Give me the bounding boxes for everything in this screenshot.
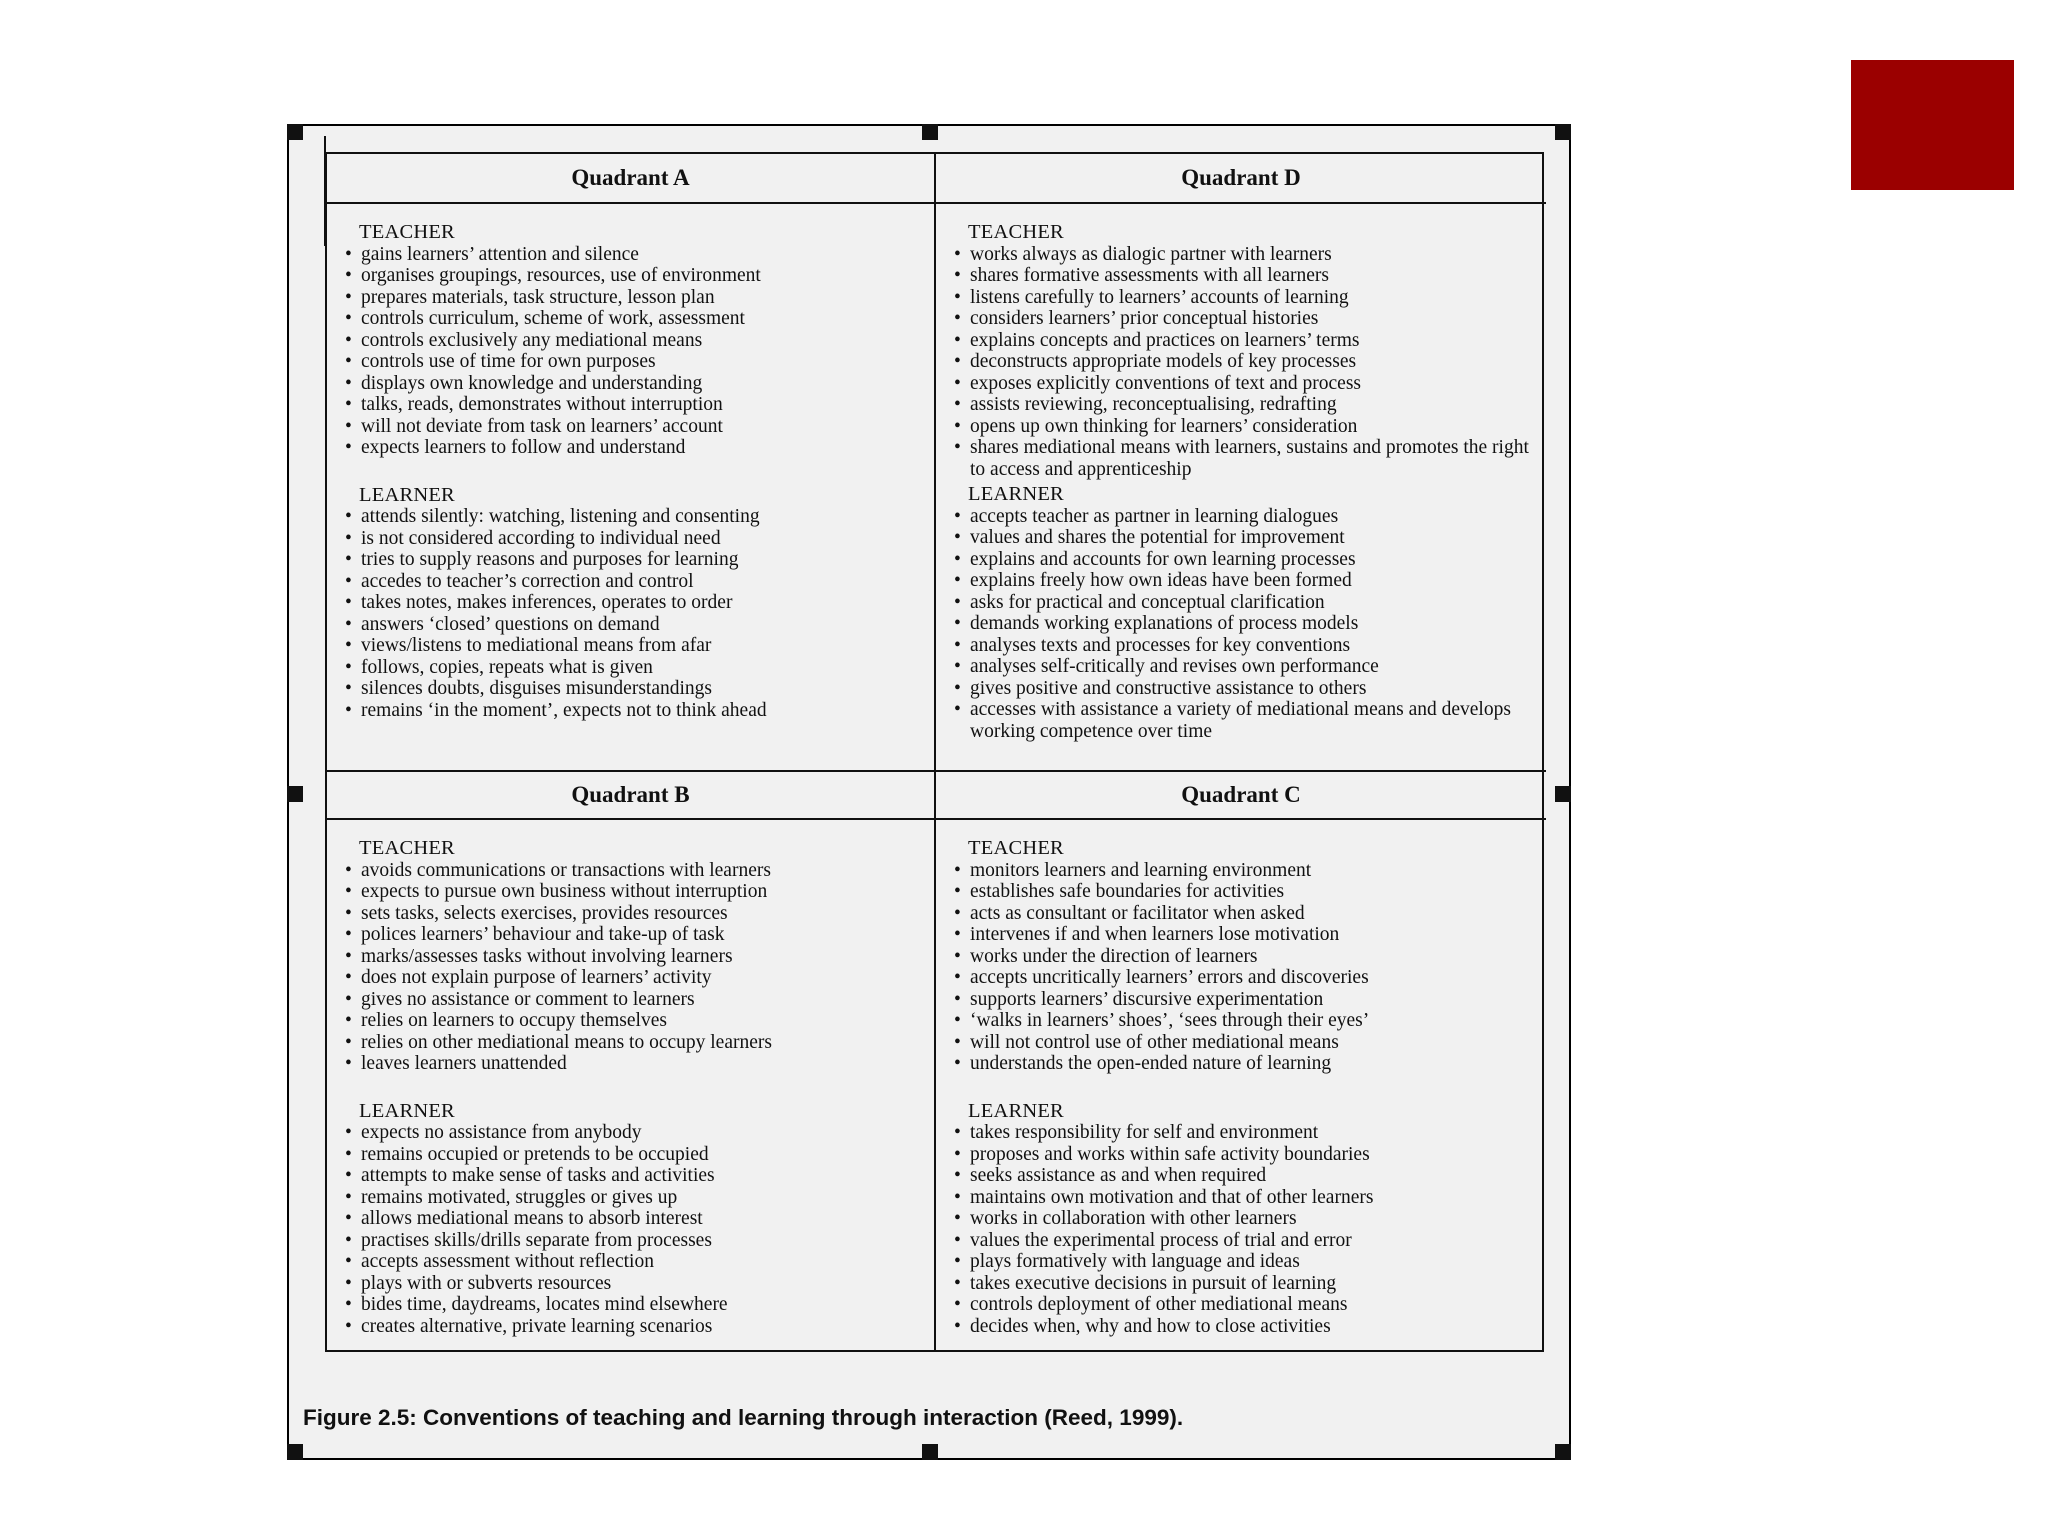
list-item: • expects to pursue own business without interruption — [345, 881, 920, 903]
list-item: • remains occupied or pretends to be occupied — [345, 1144, 920, 1166]
list-item: • maintains own motivation and that of other learners — [954, 1187, 1532, 1209]
list-item: • talks, reads, demonstrates without interruption — [345, 394, 920, 416]
list-item: • relies on learners to occupy themselves — [345, 1010, 920, 1032]
list-item: • works in collaboration with other learners — [954, 1208, 1532, 1230]
quadrant-b-title: Quadrant B — [327, 770, 936, 820]
list-item: • is not considered according to individual need — [345, 528, 920, 550]
quadrant-table — [325, 152, 1544, 1352]
list-item: • intervenes if and when learners lose motivation — [954, 924, 1532, 946]
learner-heading: LEARNER — [359, 1099, 455, 1122]
list-item: • decides when, why and how to close activities — [954, 1316, 1532, 1338]
accent-block — [1851, 60, 2014, 190]
quadrant-c-body — [936, 820, 1546, 1352]
quadrant-b-body — [327, 820, 936, 1352]
list-item: • practises skills/drills separate from processes — [345, 1230, 920, 1252]
list-item: • demands working explanations of process models — [954, 613, 1532, 635]
learner-list — [954, 506, 1532, 743]
list-item: • gains learners’ attention and silence — [345, 244, 920, 266]
list-item: • explains and accounts for own learning processes — [954, 549, 1532, 571]
list-item: • avoids communications or transactions with learners — [345, 860, 920, 882]
teacher-heading: TEACHER — [968, 221, 1064, 243]
resize-handle-middle-left[interactable] — [287, 786, 303, 802]
list-item: • seeks assistance as and when required — [954, 1165, 1532, 1187]
list-item: • analyses texts and processes for key conventions — [954, 635, 1532, 657]
list-item: • relies on other mediational means to occupy learners — [345, 1032, 920, 1054]
list-item: • allows mediational means to absorb interest — [345, 1208, 920, 1230]
list-item: • supports learners’ discursive experimentation — [954, 989, 1532, 1011]
learner-heading: LEARNER — [359, 483, 455, 506]
teacher-list — [345, 860, 920, 1075]
list-item: • ‘walks in learners’ shoes’, ‘sees through their eyes’ — [954, 1010, 1532, 1032]
list-item: • will not control use of other mediational means — [954, 1032, 1532, 1054]
list-item: • controls exclusively any mediational means — [345, 330, 920, 352]
quadrant-a-title: Quadrant A — [327, 154, 936, 204]
list-item: • controls deployment of other mediational means — [954, 1294, 1532, 1316]
resize-handle-middle-right[interactable] — [1555, 786, 1571, 802]
list-item: • controls curriculum, scheme of work, assessment — [345, 308, 920, 330]
list-item: • plays with or subverts resources — [345, 1273, 920, 1295]
figure-caption: Figure 2.5: Conventions of teaching and learning through interaction (Reed, 1999). — [303, 1405, 1184, 1430]
quadrant-a-body — [327, 204, 936, 770]
list-item: • establishes safe boundaries for activities — [954, 881, 1532, 903]
learner-list — [345, 1122, 920, 1337]
teacher-list — [345, 244, 920, 459]
teacher-heading: TEACHER — [359, 837, 455, 859]
learner-list — [345, 506, 920, 721]
list-item: • asks for practical and conceptual clarification — [954, 592, 1532, 614]
quadrant-c-title: Quadrant C — [936, 770, 1546, 820]
list-item: • creates alternative, private learning scenarios — [345, 1316, 920, 1338]
learner-list — [954, 1122, 1532, 1337]
list-item: • accepts assessment without reflection — [345, 1251, 920, 1273]
list-item: • accesses with assistance a variety of mediational means and develops working competence over time — [954, 699, 1532, 742]
list-item: • polices learners’ behaviour and take-up of task — [345, 924, 920, 946]
list-item: • understands the open-ended nature of learning — [954, 1053, 1532, 1075]
list-item: • shares mediational means with learners, sustains and promotes the right to access and apprenticeship — [954, 437, 1532, 480]
list-item: • prepares materials, task structure, lesson plan — [345, 287, 920, 309]
list-item: • remains motivated, struggles or gives up — [345, 1187, 920, 1209]
list-item: • shares formative assessments with all learners — [954, 265, 1532, 287]
list-item: • attempts to make sense of tasks and activities — [345, 1165, 920, 1187]
learner-heading: LEARNER — [968, 483, 1064, 505]
resize-handle-bottom-center[interactable] — [922, 1444, 938, 1460]
list-item: • monitors learners and learning environment — [954, 860, 1532, 882]
list-item: • expects no assistance from anybody — [345, 1122, 920, 1144]
list-item: • explains concepts and practices on learners’ terms — [954, 330, 1532, 352]
list-item: • leaves learners unattended — [345, 1053, 920, 1075]
list-item: • plays formatively with language and ideas — [954, 1251, 1532, 1273]
list-item: • considers learners’ prior conceptual histories — [954, 308, 1532, 330]
list-item: • expects learners to follow and understand — [345, 437, 920, 459]
list-item: • opens up own thinking for learners’ consideration — [954, 416, 1532, 438]
teacher-list — [954, 244, 1532, 481]
list-item: • exposes explicitly conventions of text and process — [954, 373, 1532, 395]
resize-handle-bottom-right[interactable] — [1555, 1444, 1571, 1460]
resize-handle-top-left[interactable] — [287, 124, 303, 140]
list-item: • controls use of time for own purposes — [345, 351, 920, 373]
list-item: • takes responsibility for self and environment — [954, 1122, 1532, 1144]
quadrant-d-body — [936, 204, 1546, 770]
list-item: • displays own knowledge and understanding — [345, 373, 920, 395]
list-item: • works under the direction of learners — [954, 946, 1532, 968]
list-item: • will not deviate from task on learners’ account — [345, 416, 920, 438]
list-item: • attends silently: watching, listening and consenting — [345, 506, 920, 528]
list-item: • takes notes, makes inferences, operates to order — [345, 592, 920, 614]
list-item: • proposes and works within safe activity boundaries — [954, 1144, 1532, 1166]
list-item: • silences doubts, disguises misunderstandings — [345, 678, 920, 700]
resize-handle-top-right[interactable] — [1555, 124, 1571, 140]
list-item: • answers ‘closed’ questions on demand — [345, 614, 920, 636]
list-item: • accepts uncritically learners’ errors and discoveries — [954, 967, 1532, 989]
list-item: • sets tasks, selects exercises, provides resources — [345, 903, 920, 925]
teacher-list — [954, 860, 1532, 1075]
list-item: • takes executive decisions in pursuit of learning — [954, 1273, 1532, 1295]
list-item: • assists reviewing, reconceptualising, redrafting — [954, 394, 1532, 416]
list-item: • gives positive and constructive assistance to others — [954, 678, 1532, 700]
list-item: • views/listens to mediational means from afar — [345, 635, 920, 657]
list-item: • accepts teacher as partner in learning dialogues — [954, 506, 1532, 528]
list-item: • values the experimental process of trial and error — [954, 1230, 1532, 1252]
list-item: • organises groupings, resources, use of environment — [345, 265, 920, 287]
list-item: • listens carefully to learners’ accounts of learning — [954, 287, 1532, 309]
list-item: • works always as dialogic partner with learners — [954, 244, 1532, 266]
list-item: • acts as consultant or facilitator when asked — [954, 903, 1532, 925]
list-item: • remains ‘in the moment’, expects not to think ahead — [345, 700, 920, 722]
teacher-heading: TEACHER — [968, 837, 1064, 859]
list-item: • gives no assistance or comment to learners — [345, 989, 920, 1011]
quadrant-d-title: Quadrant D — [936, 154, 1546, 204]
teacher-heading: TEACHER — [359, 221, 455, 243]
list-item: • follows, copies, repeats what is given — [345, 657, 920, 679]
list-item: • tries to supply reasons and purposes for learning — [345, 549, 920, 571]
list-item: • values and shares the potential for improvement — [954, 527, 1532, 549]
list-item: • accedes to teacher’s correction and control — [345, 571, 920, 593]
list-item: • marks/assesses tasks without involving learners — [345, 946, 920, 968]
list-item: • explains freely how own ideas have been formed — [954, 570, 1532, 592]
list-item: • analyses self-critically and revises own performance — [954, 656, 1532, 678]
resize-handle-top-center[interactable] — [922, 124, 938, 140]
list-item: • does not explain purpose of learners’ activity — [345, 967, 920, 989]
list-item: • bides time, daydreams, locates mind elsewhere — [345, 1294, 920, 1316]
resize-handle-bottom-left[interactable] — [287, 1444, 303, 1460]
learner-heading: LEARNER — [968, 1099, 1064, 1122]
list-item: • deconstructs appropriate models of key processes — [954, 351, 1532, 373]
